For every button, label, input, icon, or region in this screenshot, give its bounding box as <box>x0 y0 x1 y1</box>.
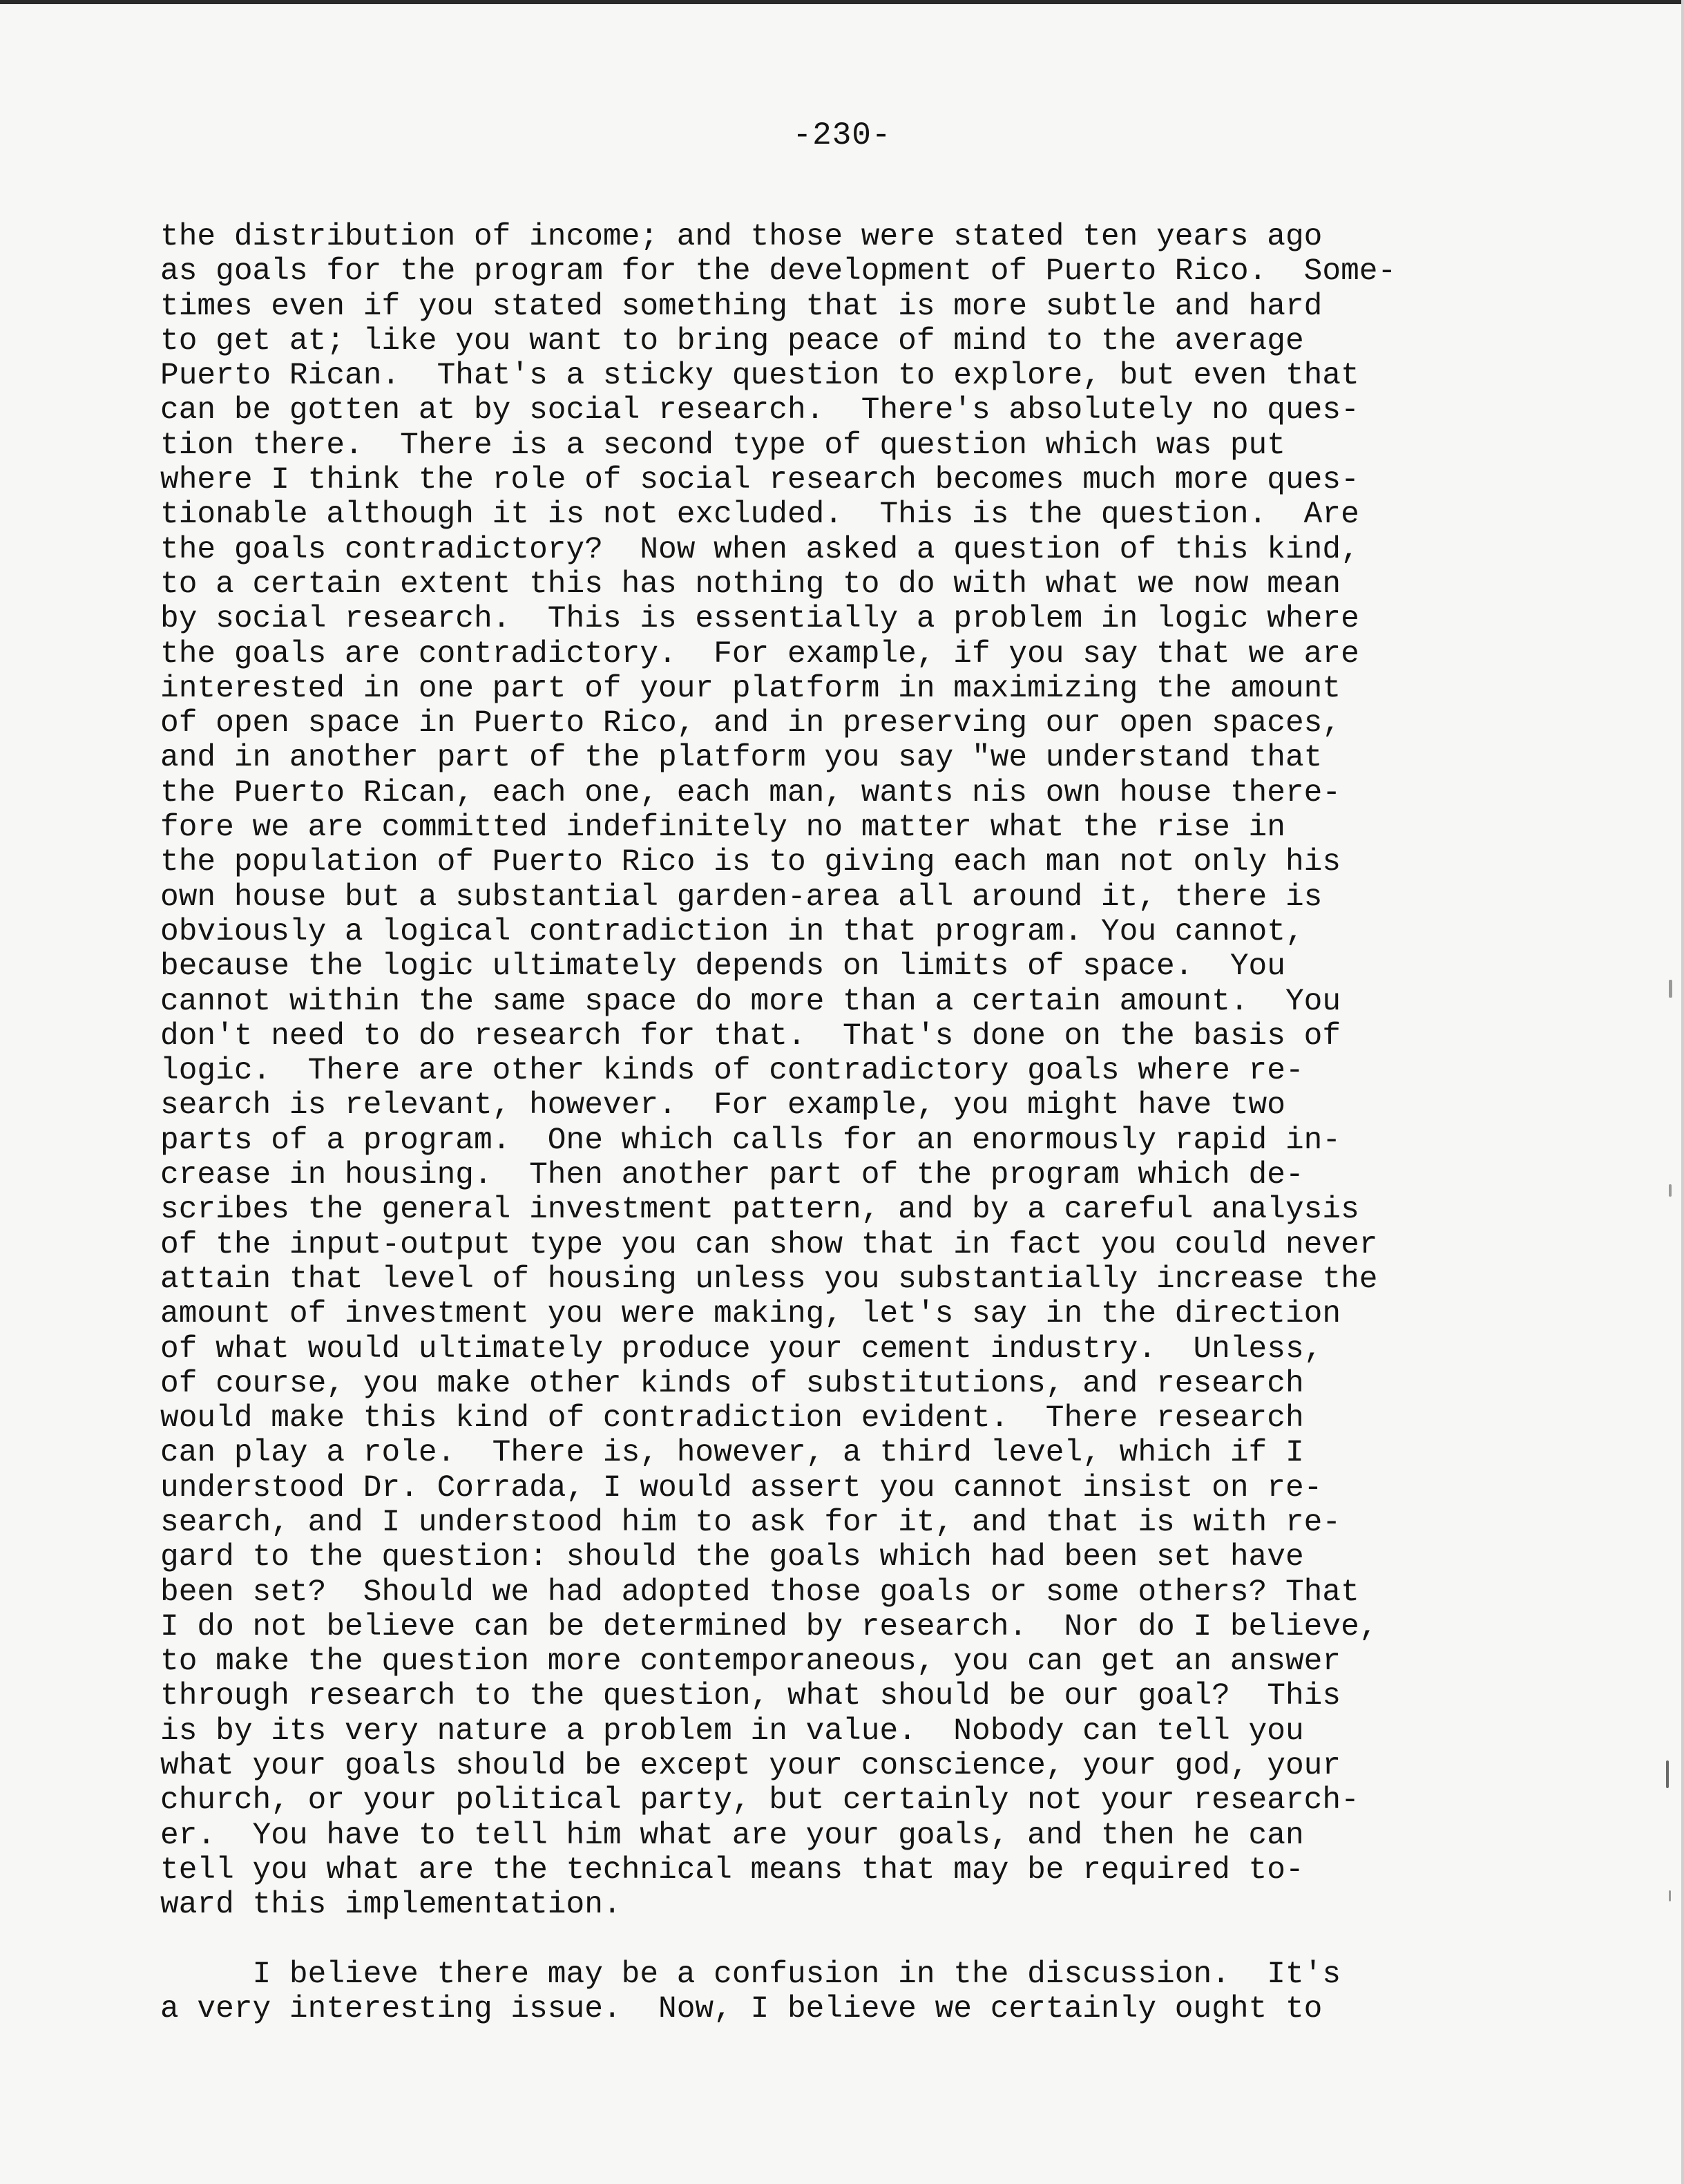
text-line: what your goals should be except your conscience, your god, your <box>160 1749 1341 1784</box>
text-line: don't need to do research for that. That's done on the basis of <box>160 1018 1341 1054</box>
text-line: I do not believe can be determined by research. Nor do I believe, <box>160 1609 1378 1644</box>
text-line: would make this kind of contradiction evident. There research <box>160 1401 1304 1436</box>
text-line: fore we are committed indefinitely no matter what the rise in <box>160 810 1285 846</box>
text-line: tionable although it is not excluded. This is the question. Are <box>160 497 1359 533</box>
top-border <box>0 0 1684 4</box>
text-line: amount of investment you were making, let's say in the direction <box>160 1297 1341 1332</box>
text-line: own house but a substantial garden-area all around it, there is <box>160 880 1323 915</box>
text-line: as goals for the program for the development of Puerto Rico. Some- <box>160 254 1397 289</box>
text-line: church, or your political party, but certainly not your research- <box>160 1783 1359 1819</box>
text-line: of the input-output type you can show that in fact you could never <box>160 1227 1378 1262</box>
margin-mark <box>1669 1184 1672 1197</box>
paragraph-gap <box>160 1923 1556 1957</box>
text-line: is by its very nature a problem in value. Nobody can tell you <box>160 1713 1304 1749</box>
text-line: where I think the role of social research becomes much more ques- <box>160 463 1359 498</box>
text-line: logic. There are other kinds of contradictory goals where re- <box>160 1054 1304 1089</box>
text-line: gard to the question: should the goals which had been set have <box>160 1540 1304 1575</box>
text-line: Puerto Rican. That's a sticky question to explore, but even that <box>160 359 1359 394</box>
text-line: er. You have to tell him what are your goals, and then he can <box>160 1818 1304 1853</box>
text-line: times even if you stated something that is more subtle and hard <box>160 289 1323 324</box>
text-line: the goals are contradictory. For example, if you say that we are <box>160 636 1359 672</box>
text-line: tion there. There is a second type of question which was put <box>160 428 1285 463</box>
text-line: of what would ultimately produce your cement industry. Unless, <box>160 1331 1323 1367</box>
text-line: the distribution of income; and those were stated ten years ago <box>160 220 1323 254</box>
text-line: been set? Should we had adopted those goals or some others? That <box>160 1575 1359 1610</box>
body-text <box>160 220 1556 2026</box>
text-line: of course, you make other kinds of substitutions, and research <box>160 1366 1304 1401</box>
text-line: search is relevant, however. For example, you might have two <box>160 1088 1285 1123</box>
text-line: attain that level of housing unless you substantially increase the <box>160 1262 1378 1297</box>
text-line: parts of a program. One which calls for an enormously rapid in- <box>160 1123 1341 1158</box>
page-number: -230- <box>792 117 892 153</box>
text-line: obviously a logical contradiction in that program. You cannot, <box>160 914 1304 949</box>
margin-mark <box>1669 980 1672 998</box>
text-line: because the logic ultimately depends on limits of space. You <box>160 949 1285 985</box>
text-line: through research to the question, what should be our goal? This <box>160 1679 1341 1714</box>
text-line: can play a role. There is, however, a third level, which if I <box>160 1436 1304 1471</box>
right-page-edge <box>1681 0 1684 2184</box>
text-line: crease in housing. Then another part of the program which de- <box>160 1158 1304 1193</box>
paragraph <box>160 220 1556 1923</box>
text-line: of open space in Puerto Rico, and in preserving our open spaces, <box>160 706 1341 741</box>
text-line: I believe there may be a confusion in the discussion. It's <box>160 1957 1341 1992</box>
text-line: the Puerto Rican, each one, each man, wants nis own house there- <box>160 775 1341 810</box>
text-line: to a certain extent this has nothing to do with what we now mean <box>160 567 1341 602</box>
margin-mark <box>1669 1890 1671 1901</box>
text-line: a very interesting issue. Now, I believe we certainly ought to <box>160 1991 1323 2026</box>
text-line: the population of Puerto Rico is to giving each man not only his <box>160 845 1341 880</box>
text-line: by social research. This is essentially a problem in logic where <box>160 602 1359 637</box>
text-line: understood Dr. Corrada, I would assert you cannot insist on re- <box>160 1470 1323 1506</box>
text-line: cannot within the same space do more than a certain amount. You <box>160 984 1341 1019</box>
text-line: to make the question more contemporaneous, you can get an answer <box>160 1644 1341 1680</box>
text-line: to get at; like you want to bring peace of mind to the average <box>160 323 1304 359</box>
paragraph <box>160 1957 1556 2027</box>
margin-mark <box>1666 1760 1669 1788</box>
text-line: interested in one part of your platform in maximizing the amount <box>160 671 1341 706</box>
text-line: scribes the general investment pattern, and by a careful analysis <box>160 1193 1359 1228</box>
text-line: ward this implementation. <box>160 1888 622 1923</box>
text-line: tell you what are the technical means that may be required to- <box>160 1852 1304 1888</box>
text-line: search, and I understood him to ask for it, and that is with re- <box>160 1505 1341 1540</box>
text-line: the goals contradictory? Now when asked a question of this kind, <box>160 532 1359 567</box>
text-line: and in another part of the platform you say "we understand that <box>160 741 1323 776</box>
text-line: can be gotten at by social research. There's absolutely no ques- <box>160 393 1359 428</box>
